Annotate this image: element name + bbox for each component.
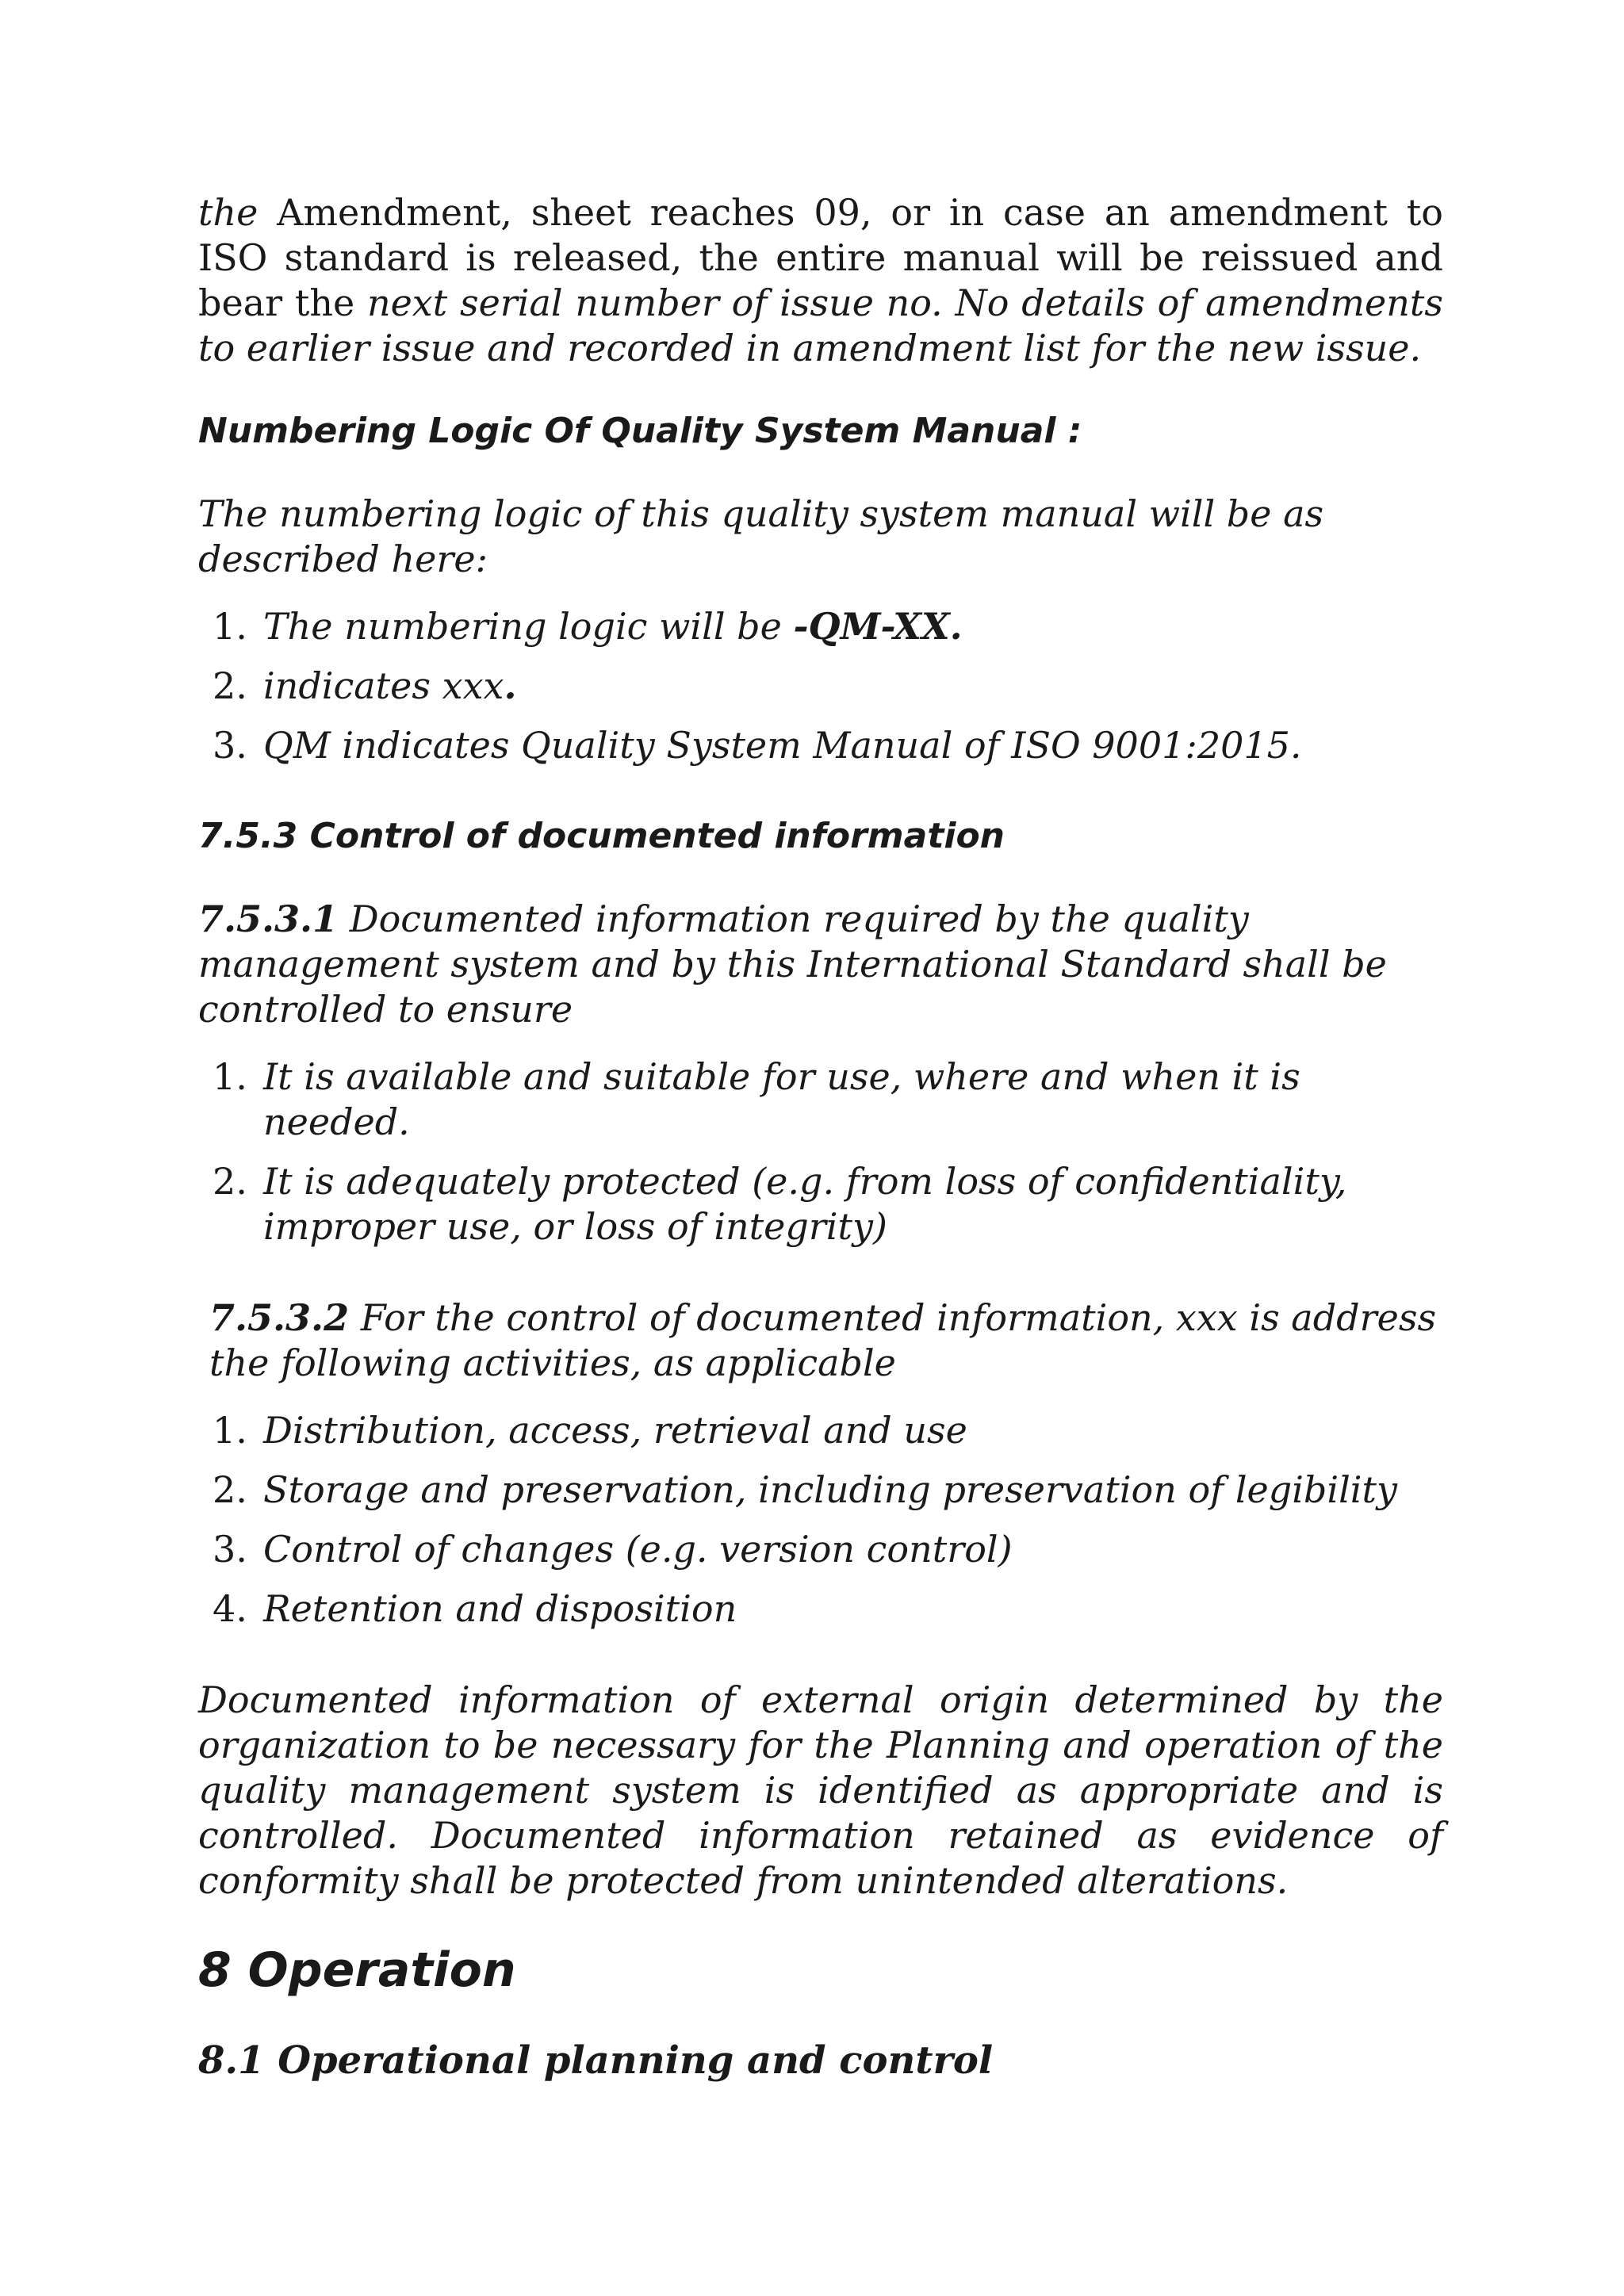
- list-item: [198, 1527, 1443, 1572]
- list-text: It is adequately protected (e.g. from loss of confidentiality, improper use, or loss of integrity): [263, 1160, 1347, 1248]
- list-number: 2.: [213, 664, 247, 707]
- list-number: 1.: [213, 1055, 247, 1098]
- list-text: indicates xxx: [263, 664, 504, 707]
- numbering-list: [198, 604, 1443, 768]
- numbering-heading: Numbering Logic Of Quality System Manual :: [198, 411, 1082, 451]
- operation-subheading: 8.1 Operational planning and control: [198, 2038, 994, 2083]
- list-text: The numbering logic will be: [263, 605, 794, 648]
- list-item: [198, 723, 1443, 768]
- list-item: [198, 604, 1443, 649]
- control-paragraph-1: [198, 897, 1443, 1032]
- intro-paragraph: [198, 190, 1443, 371]
- intro-body: Amendment, sheet reaches 09, or in case an amendment to ISO standard is released, the entire manual will be reissued and bear the: [198, 191, 1443, 324]
- list-item: [198, 664, 1443, 709]
- clause-text: Documented information required by the quality management system and by this International Standard shall be controlled to ensure: [198, 897, 1387, 1031]
- list-number: 1.: [213, 605, 247, 648]
- list-text: QM indicates Quality System Manual of ISO 9001:2015.: [263, 724, 1302, 767]
- document-page: [198, 190, 1443, 2084]
- list-text: Storage and preservation, including preservation of legibility: [263, 1468, 1397, 1511]
- list-item: [198, 1159, 1443, 1249]
- list-number: 3.: [213, 724, 247, 767]
- intro-lead: the: [198, 191, 259, 234]
- list-text: Retention and disposition: [263, 1587, 737, 1630]
- control-heading: 7.5.3 Control of documented information: [198, 816, 1005, 856]
- list-number: 4.: [213, 1587, 247, 1630]
- list-bold-text: -QM-XX.: [793, 605, 963, 648]
- list-number: 1.: [213, 1409, 247, 1452]
- list-item: [198, 1468, 1443, 1513]
- operation-heading: 8 Operation: [198, 1942, 516, 1998]
- control-list-2: [198, 1408, 1443, 1632]
- list-text: Control of changes (e.g. version control): [263, 1528, 1013, 1571]
- closing-paragraph: Documented information of external origin determined by the organization to be necessary for the Planning and operation of the quality management system is identified as appropriate and is controlled. Documented information retained as evidence of conformity shall be protected from unintended alterations.: [198, 1678, 1443, 1902]
- list-number: 2.: [213, 1160, 247, 1203]
- list-text: It is available and suitable for use, where and when it is needed.: [263, 1055, 1300, 1143]
- list-text: Distribution, access, retrieval and use: [263, 1409, 967, 1452]
- numbering-intro: The numbering logic of this quality system manual will be as described here:: [198, 492, 1324, 580]
- clause-number: 7.5.3.1: [198, 897, 339, 940]
- list-item: [198, 1586, 1443, 1632]
- control-list-1: [198, 1054, 1443, 1249]
- control-paragraph-2: [198, 1295, 1443, 1386]
- list-item: [198, 1054, 1443, 1145]
- list-number: 3.: [213, 1528, 247, 1571]
- list-bold-text: .: [504, 664, 517, 707]
- intro-italic-tail: next serial number of issue no. No details of amendments to earlier issue and recorded in amendment list for the new issue.: [198, 281, 1443, 369]
- clause-text: For the control of documented information, xxx is address the following activities, as applicable: [209, 1296, 1437, 1384]
- list-number: 2.: [213, 1468, 247, 1511]
- list-item: [198, 1408, 1443, 1453]
- clause-number: 7.5.3.2: [209, 1296, 350, 1339]
